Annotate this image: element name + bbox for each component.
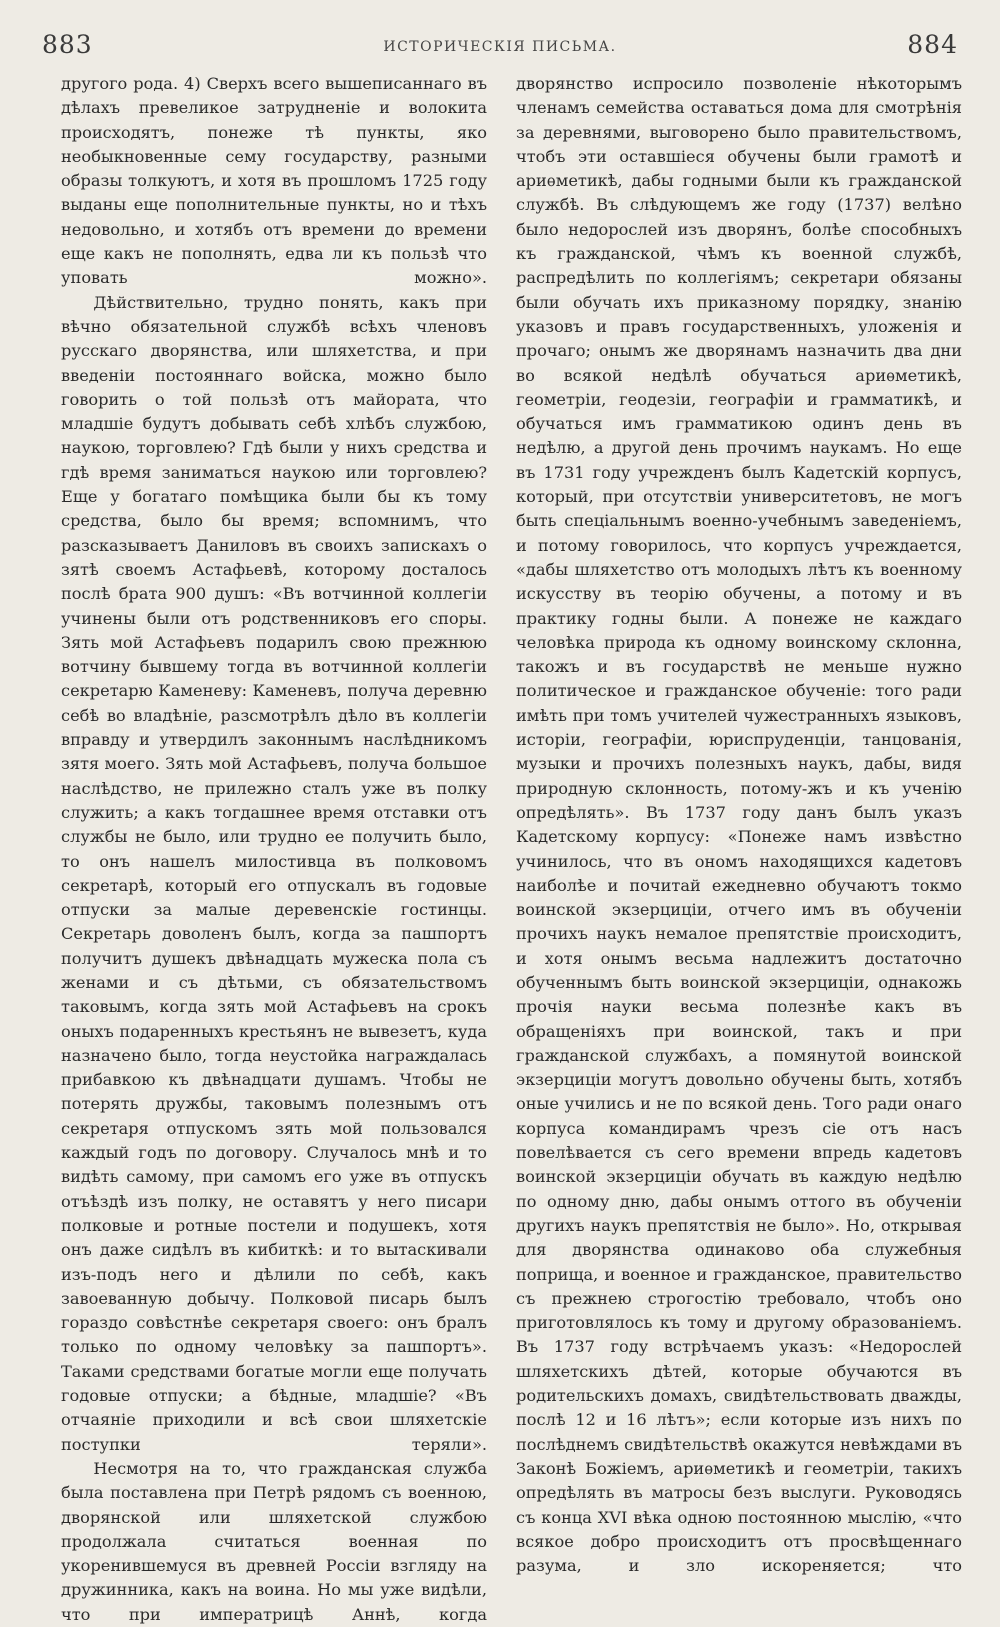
- running-title: ИСТОРИЧЕСКІЯ ПИСЬМА.: [383, 39, 617, 55]
- paragraph: Несмотря на то, что гражданская служба была поставлена при Петрѣ рядомъ съ военною, дворянской или шляхетской службою продолжала считаться военная по укоренившемуся въ древней Россіи взгляду на дружинника, какъ на воина. Но мы уже видѣли, что при императрицѣ Аннѣ, когда: [61, 1458, 487, 1624]
- paragraph: другого рода. 4) Сверхъ всего вышеписаннаго въ дѣлахъ превеликое затрудненіе и волокита происходятъ, понеже тѣ пункты, яко необыкновенные сему государству, разными образы толкуютъ, и хотя въ прошломъ 1725 году выданы еще пополнительные пункты, но и тѣхъ недовольно, и хотябъ отъ времени до времени еще какъ не пополнять, едва ли къ пользѣ что уповать можно».: [61, 74, 487, 288]
- right-column: [516, 72, 962, 1578]
- page-header: [0, 30, 1000, 70]
- paragraph: Дѣйствительно, трудно понять, какъ при вѣчно обязательной службѣ всѣхъ членовъ русскаго дворянства, или шляхетства, и при введеніи постояннаго войска, можно было говорить о той пользѣ отъ майората, что младшіе будутъ добывать себѣ хлѣбъ службою, наукою, торговлею? Гдѣ были у нихъ средства и гдѣ время заниматься наукою или торговлею? Еще у богатаго помѣщика были бы къ тому средства, было бы время; вспомнимъ, что разсказываетъ Даниловъ въ своихъ запискахъ о зятѣ своемъ Астафьевѣ, которому досталось послѣ брата 900 душъ: «Въ вотчинной коллегіи учинены были отъ родственниковъ его споры. Зять мой Астафьевъ подарилъ свою прежнюю вотчину бывшему тогда въ вотчинной коллегіи секретарю Каменеву: Каменевъ, получа деревню себѣ во владѣніе, разсмотрѣлъ дѣло въ коллегіи вправду и утвердилъ законнымъ наслѣдникомъ зятя моего. Зять мой Астафьевъ, получа большое наслѣдство, не прилежно сталъ уже въ полку служить; а какъ тогдашнее время отставки отъ службы не было, или трудно ее получить было, то онъ нашелъ милостивца въ полковомъ секретарѣ, который его отпускалъ въ годовые отпуски за малые деревенскіе гостинцы. Секретарь доволенъ былъ, когда за пашпортъ получитъ душекъ двѣнадцать мужеска пола съ женами и съ дѣтьми, съ обязательствомъ таковымъ, когда зять мой Астафьевъ на срокъ оныхъ подаренныхъ крестьянъ не вывезетъ, куда назначено было, тогда неустойка награждалась прибавкою къ двѣнадцати душамъ. Чтобы не потерять дружбы, таковымъ полезнымъ отъ секретаря отпускомъ зять мой пользовался каждый годъ по договору. Случалось мнѣ и то видѣть самому, при самомъ его уже въ отпускъ отъѣздѣ изъ полку, не оставятъ у него писари полковые и ротные постели и подушекъ, хотя онъ даже сидѣлъ въ кибиткѣ: и то вытаскивали изъ-подъ него и дѣлили по себѣ, какъ завоеванную добычу. Полковой писарь былъ гораздо совѣстнѣе секретаря своего: онъ бралъ только по одному человѣку за пашпортъ». Таками средствами богатые могли еще получать годовые отпуски; а бѣдные, младшіе? «Въ отчаяніе приходили и всѣ свои шляхетскіе поступки теряли».: [61, 292, 487, 1454]
- page-number-left: 883: [42, 30, 93, 59]
- left-column: [61, 72, 487, 1627]
- page-number-right: 884: [907, 30, 958, 59]
- paragraph: дворянство испросило позволеніе нѣкоторымъ членамъ семейства оставаться дома для смотрѣнія за деревнями, выговорено было правительствомъ, чтобъ эти оставшіеся обучены были грамотѣ и ариѳметикѣ, дабы годными были къ гражданской службѣ. Въ слѣдующемъ же году (1737) велѣно было недорослей изъ дворянъ, болѣе способныхъ къ гражданской, чѣмъ къ военной службѣ, распредѣлить по коллегіямъ; секретари обязаны были обучать ихъ приказному порядку, знанію указовъ и правъ государственныхъ, уложенія и прочаго; онымъ же дворянамъ назначить два дни во всякой недѣлѣ обучаться ариѳметикѣ, геометріи, геодезіи, географіи и грамматикѣ, и обучаться имъ грамматикою одинъ день въ недѣлю, а другой день прочимъ наукамъ. Но еще въ 1731 году учрежденъ былъ Кадетскій корпусъ, который, при отсутствіи университетовъ, не могъ быть спеціальнымъ военно-учебнымъ заведеніемъ, и потому говорилось, что корпусъ учреждается, «дабы шляхетство отъ молодыхъ лѣтъ къ военному искусству въ теорію обучены, а потому и въ практику годны были. А понеже не каждаго человѣка природа къ одному воинскому склонна, такожъ и въ государствѣ не меньше нужно политическое и гражданское обученіе: того ради имѣть при томъ учителей чужестранныхъ языковъ, исторіи, географіи, юриспруденціи, танцованія, музыки и прочихъ полезныхъ наукъ, дабы, видя природную склонность, потому-жъ и къ ученію опредѣлять». Въ 1737 году данъ былъ указъ Кадетскому корпусу: «Понеже намъ извѣстно учинилось, что въ ономъ находящихся кадетовъ наиболѣе и почитай ежедневно обучаютъ токмо воинской экзерциціи, отчего имъ въ обученіи прочихъ наукъ немалое препятствіе происходитъ, и хотя онымъ весьма надлежитъ достаточно обученнымъ быть воинской экзерциціи, однакожь прочія науки весьма полезнѣе какъ въ обращеніяхъ при воинской, такъ и при гражданской службахъ, а помянутой воинской экзерциціи могутъ довольно обучены быть, хотябъ оные учились и не по всякой день. Того ради онаго корпуса командирамъ чрезъ сіе отъ насъ повелѣвается съ сего времени впредь кадетовъ воинской экзерциціи обучать въ каждую недѣлю по одному дню, дабы онымъ оттого въ обученіи другихъ наукъ препятствія не было». Но, открывая для дворянства одинаково оба служебныя поприща, и военное и гражданское, правительство съ прежнею строгостію требовало, чтобъ оно приготовлялось къ тому и другому образованіемъ. Въ 1737 году встрѣчаемъ указъ: «Недорослей шляхетскихъ дѣтей, которые обучаются въ родительскихъ домахъ, свидѣтельствовать дважды, послѣ 12 и 16 лѣтъ»; если которые изъ нихъ по послѣднемъ свидѣтельствѣ окажутся невѣждами въ Законѣ Божіемъ, ариѳметикѣ и геометріи, такихъ опредѣлять въ матросы безъ выслуги. Руководясь съ конца XVI вѣка одною постоянною мыслію, «что всякое добро происходитъ отъ просвѣщеннаго разума, и зло искореняется; что: [516, 74, 962, 1576]
